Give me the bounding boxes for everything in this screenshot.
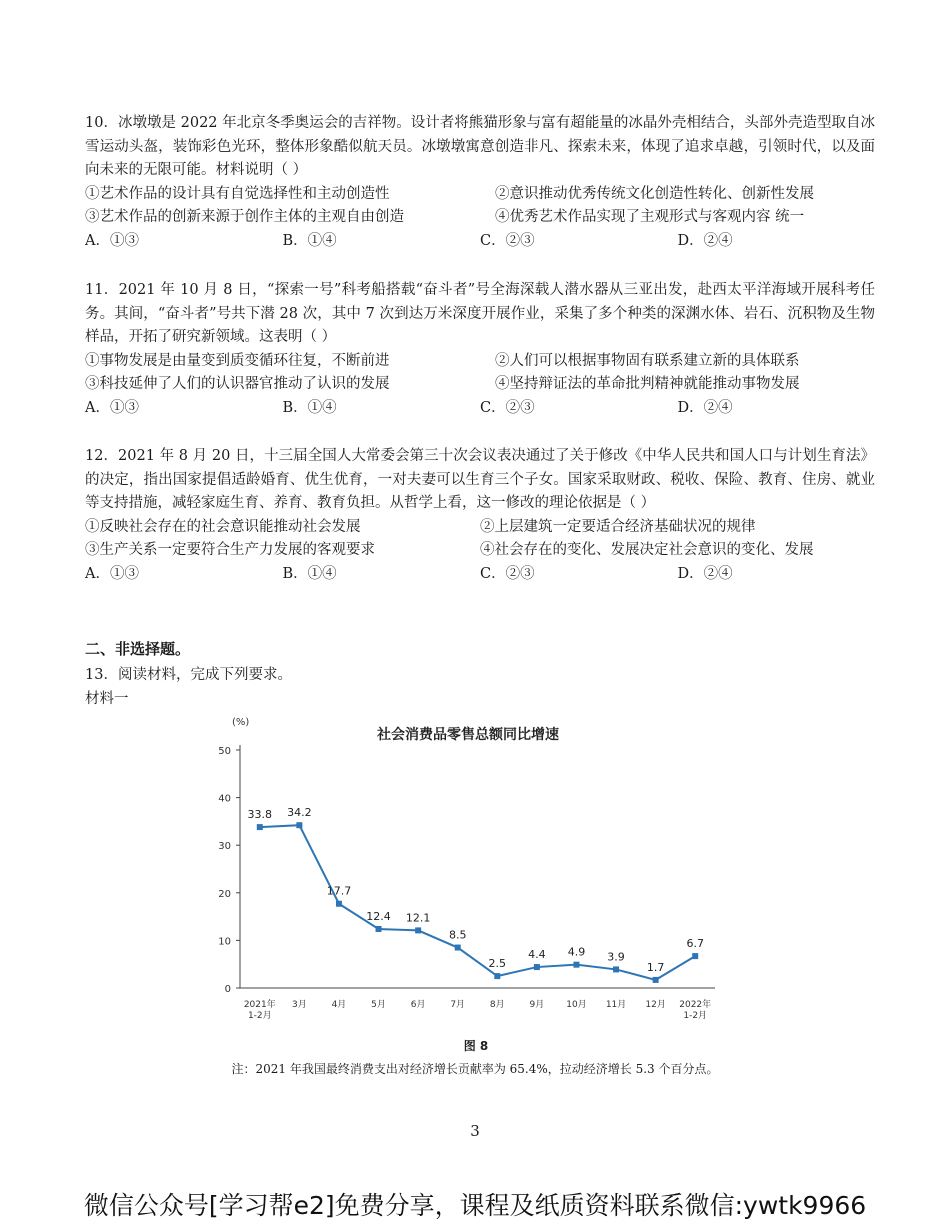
question-stem: 10．冰墩墩是 2022 年北京冬季奥运会的吉祥物。设计者将熊猫形象与富有超能量的冰晶外壳相结合，头部外壳造型取自冰雪运动头盔，装饰彩色光环，整体形象酷似航天员。冰墩墩寓意创造非凡、探索未来，体现了追求卓越，引领时代，以及面向未来的无限可能。材料说明（ ） <box>85 115 875 178</box>
choice-a: A．①③ <box>85 565 139 582</box>
y-tick-label: 20 <box>218 888 231 900</box>
choice-a: A．①③ <box>85 399 139 416</box>
x-tick-label: 5月 <box>371 1000 386 1010</box>
x-tick-label: 11月 <box>605 1000 627 1010</box>
y-axis-unit: (%) <box>232 717 250 728</box>
data-point <box>376 926 382 932</box>
x-tick-label: 7月 <box>450 1000 466 1010</box>
page-number: 3 <box>470 1122 480 1140</box>
option-3: ③艺术作品的创新来源于创作主体的主观自由创造 <box>85 209 404 225</box>
data-point <box>653 977 659 983</box>
option-2: ②上层建筑一定要适合经济基础状况的规律 <box>480 518 756 535</box>
x-tick-label: 2021年 1-2月 <box>243 1000 276 1021</box>
choice-a: A．①③ <box>85 232 139 249</box>
data-point <box>336 901 342 907</box>
material-label: 材料一 <box>85 691 129 707</box>
data-label: 4.9 <box>567 945 586 959</box>
option-2: ②人们可以根据事物固有联系建立新的具体联系 <box>495 352 800 369</box>
choice-d: D．②④ <box>677 565 733 582</box>
y-tick-label: 50 <box>218 746 231 757</box>
option-4: ④社会存在的变化、发展决定社会意识的变化、发展 <box>480 542 814 558</box>
data-label: 8.5 <box>448 928 467 942</box>
footer-watermark: 微信公众号[学习帮e2]免费分享，课程及纸质资料联系微信:ywtk9966 <box>83 1191 867 1220</box>
data-point <box>534 964 540 970</box>
option-3: ③生产关系一定要符合生产力发展的客观要求 <box>85 542 375 558</box>
option-4: ④坚持辩证法的革命批判精神就能推动事物发展 <box>495 376 800 392</box>
x-tick-label: 6月 <box>410 1000 426 1010</box>
chart-note: 注：2021 年我国最终消费支出对经济增长贡献率为 65.4%，拉动经济增长 5.3 个百分点。 <box>231 1062 719 1076</box>
choice-b: B．①④ <box>282 399 337 416</box>
x-tick-label: 4月 <box>331 1000 347 1010</box>
chart-caption: 图 8 <box>463 1039 489 1053</box>
y-tick-label: 40 <box>218 793 231 805</box>
choice-c: C．②③ <box>480 232 535 249</box>
x-tick-label: 2022年 1-2月 <box>679 1000 712 1021</box>
choice-b: B．①④ <box>282 232 337 249</box>
x-tick-label: 8月 <box>489 1000 505 1010</box>
data-label: 1.7 <box>646 960 665 974</box>
choice-c: C．②③ <box>480 565 535 582</box>
data-label: 12.4 <box>366 909 391 923</box>
option-1: ①反映社会存在的社会意识能推动社会发展 <box>85 518 361 535</box>
choice-d: D．②④ <box>677 232 733 249</box>
option-2: ②意识推动优秀传统文化创造性转化、创新性发展 <box>495 185 814 202</box>
choice-b: B．①④ <box>282 565 337 582</box>
option-1: ①事物发展是由量变到质变循环往复，不断前进 <box>85 352 390 369</box>
data-point <box>257 824 263 830</box>
series-line <box>260 825 695 980</box>
y-tick-label: 0 <box>224 984 231 995</box>
data-point <box>613 966 619 972</box>
data-label: 6.7 <box>686 937 704 951</box>
data-point <box>455 945 461 951</box>
data-label: 2.5 <box>488 957 507 971</box>
option-4: ④优秀艺术作品实现了主观形式与客观内容 统一 <box>495 209 805 225</box>
chart-title: 社会消费品零售总额同比增速 <box>377 727 559 743</box>
data-label: 33.8 <box>247 808 273 822</box>
y-tick-label: 30 <box>218 841 231 853</box>
data-point <box>494 973 500 979</box>
x-tick-label: 3月 <box>292 1000 307 1010</box>
data-label: 17.7 <box>326 884 352 898</box>
choice-d: D．②④ <box>677 399 733 416</box>
data-label: 34.2 <box>287 806 312 820</box>
data-point <box>296 822 302 828</box>
x-tick-label: 9月 <box>529 1000 545 1010</box>
question-13-intro: 13．阅读材料，完成下列要求。 <box>85 667 292 683</box>
section-title: 二、非选择题。 <box>85 640 191 658</box>
question-stem: 12．2021 年 8 月 20 日，十三届全国人大常委会第三十次会议表决通过了关于修改《中华人民共和国人口与计划生育法》的决定，指出国家提倡适龄婚育、优生优育，一对夫妻可以生育三个子女。国家采取财政、税收、保险、教育、住房、就业等支持措施，减轻家庭生育、养育、教育负担。从哲学上看，这一修改的理论依据是（ ） <box>85 448 875 511</box>
data-label: 12.1 <box>405 911 431 925</box>
data-point <box>692 953 698 959</box>
y-tick-label: 10 <box>218 936 231 948</box>
choice-c: C．②③ <box>480 399 535 416</box>
question-stem: 11．2021 年 10 月 8 日，“探索一号”科考船搭载“奋斗者”号全海深载人潜水器从三亚出发，赴西太平洋海域开展科考任务。其间，“奋斗者”号共下潜 28 次，其中 7 次到达万米深度开展作业，采集了多个种类的深渊水体、岩石、沉积物及生物样品，开拓了研究新领域。这表明（ ） <box>85 282 875 345</box>
data-label: 4.4 <box>528 948 546 962</box>
x-tick-label: 10月 <box>566 1000 587 1010</box>
x-tick-label: 12月 <box>645 1000 666 1010</box>
data-label: 3.9 <box>607 950 625 964</box>
data-point <box>415 927 421 933</box>
data-point <box>573 962 579 968</box>
option-3: ③科技延伸了人们的认识器官推动了认识的发展 <box>85 376 390 392</box>
option-1: ①艺术作品的设计具有自觉选择性和主动创造性 <box>85 185 390 202</box>
